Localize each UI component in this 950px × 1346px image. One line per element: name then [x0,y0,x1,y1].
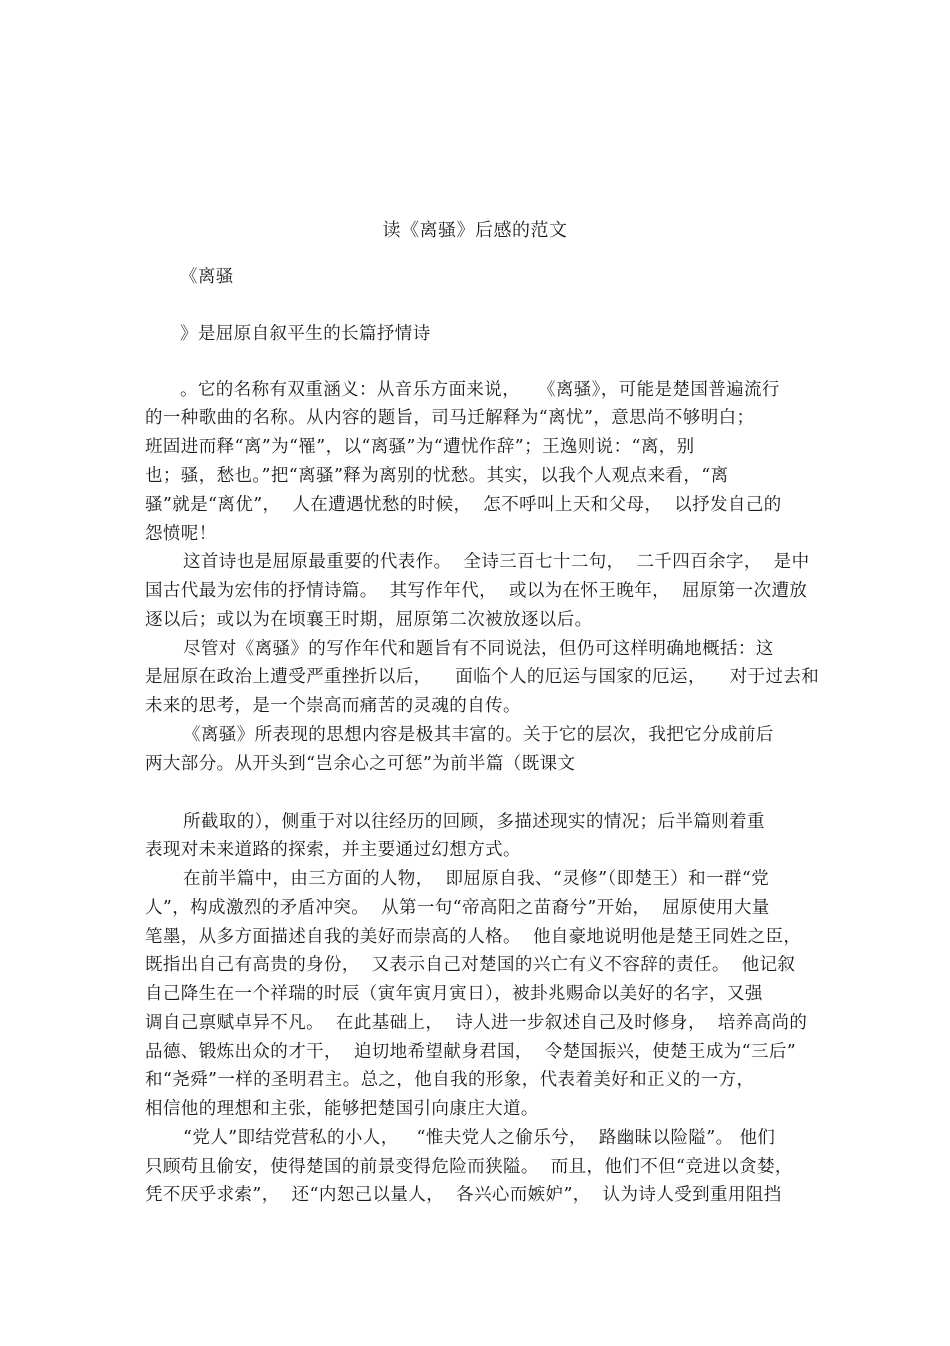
paragraph-line: 》是屈原自叙平生的长篇抒情诗 [180,324,431,344]
paragraph-line: 只顾苟且偷安，使得楚国的前景变得危险而狭隘。 而且，他们不但“竞进以贪婪， [145,1157,793,1177]
paragraph-line: 凭不厌乎求索”， 还“内恕己以量人， 各兴心而嫉妒”， 认为诗人受到重用阻挡 [145,1185,782,1205]
paragraph-line: 怨愤呢！ [145,524,217,544]
paragraph-line: 表现对未来道路的探索，并主要通过幻想方式。 [145,840,521,860]
paragraph-line: 骚”就是“离优”， 人在遭遇忧愁的时候， 怎不呼叫上天和父母， 以抒发自己的 [145,495,782,515]
paragraph-line: 自己降生在一个祥瑞的时辰（寅年寅月寅日），被卦兆赐命以美好的名字，又强 [145,984,763,1004]
paragraph-line: 国古代最为宏伟的抒情诗篇。 其写作年代， 或以为在怀王晚年， 屈原第一次遭放 [145,581,808,601]
paragraph-line: 相信他的理想和主张，能够把楚国引向康庄大道。 [145,1099,539,1119]
paragraph-line: 《离骚 [180,267,234,287]
paragraph-line: 和“尧舜”一样的圣明君主。总之，他自我的形象，代表着美好和正义的一方， [145,1070,755,1090]
paragraph-line: 品德、锻炼出众的才干， 迫切地希望献身君国， 令楚国振兴，使楚王成为“三后” [145,1042,797,1062]
paragraph-line: 未来的思考，是一个崇高而痛苦的灵魂的自传。 [145,696,521,716]
paragraph-line: 。它的名称有双重涵义：从音乐方面来说， 《离骚》，可能是楚国普遍流行 [180,380,780,400]
paragraph-line: 既指出自己有高贵的身份， 又表示自己对楚国的兴亡有义不容辞的责任。 他记叙 [145,955,796,975]
paragraph-line: 也；骚，愁也。”把“离骚”释为离别的忧愁。其实，以我个人观点来看，“离 [145,466,729,486]
paragraph-line: 两大部分。从开头到“岂余心之可惩”为前半篇（既课文 [145,754,576,774]
paragraph-line: 这首诗也是屈原最重要的代表作。 全诗三百七十二句， 二千四百余字， 是中 [183,552,810,572]
document-title: 读《离骚》后感的范文 [382,220,568,241]
paragraph-line: 尽管对《离骚》的写作年代和题旨有不同说法，但仍可这样明确地概括：这 [183,639,774,659]
paragraph-line: 班固进而释“离”为“罹”，以“离骚”为“遭忧作辞”；王逸则说：“离，别 [145,437,695,457]
paragraph-line: 的一种歌曲的名称。从内容的题旨，司马迁解释为“离忧”，意思尚不够明白； [145,408,755,428]
paragraph-line: 在前半篇中，由三方面的人物， 即屈原自我、“灵修”（即楚王）和一群“党 [183,869,770,889]
paragraph-line: 是屈原在政治上遭受严重挫折以后， 面临个人的厄运与国家的厄运， 对于过去和 [145,667,820,687]
paragraph-line: 笔墨，从多方面描述自我的美好而崇高的人格。 他自豪地说明他是楚王同姓之臣， [145,927,802,947]
paragraph-line: 调自己禀赋卓异不凡。 在此基础上， 诗人进一步叙述自己及时修身， 培养高尚的 [145,1013,808,1033]
paragraph-line: 人”，构成激烈的矛盾冲突。 从第一句“帝高阳之苗裔兮”开始， 屈原使用大量 [145,898,770,918]
paragraph-line: 逐以后；或以为在顷襄王时期，屈原第二次被放逐以后。 [145,610,593,630]
paragraph-line: 所截取的），侧重于对以往经历的回顾，多描述现实的情况；后半篇则着重 [183,812,765,832]
paragraph-line: “党人”即结党营私的小人， “惟夫党人之偷乐兮， 路幽昧以险隘”。 他们 [183,1128,776,1148]
paragraph-line: 《离骚》所表现的思想内容是极其丰富的。关于它的层次，我把它分成前后 [183,725,774,745]
